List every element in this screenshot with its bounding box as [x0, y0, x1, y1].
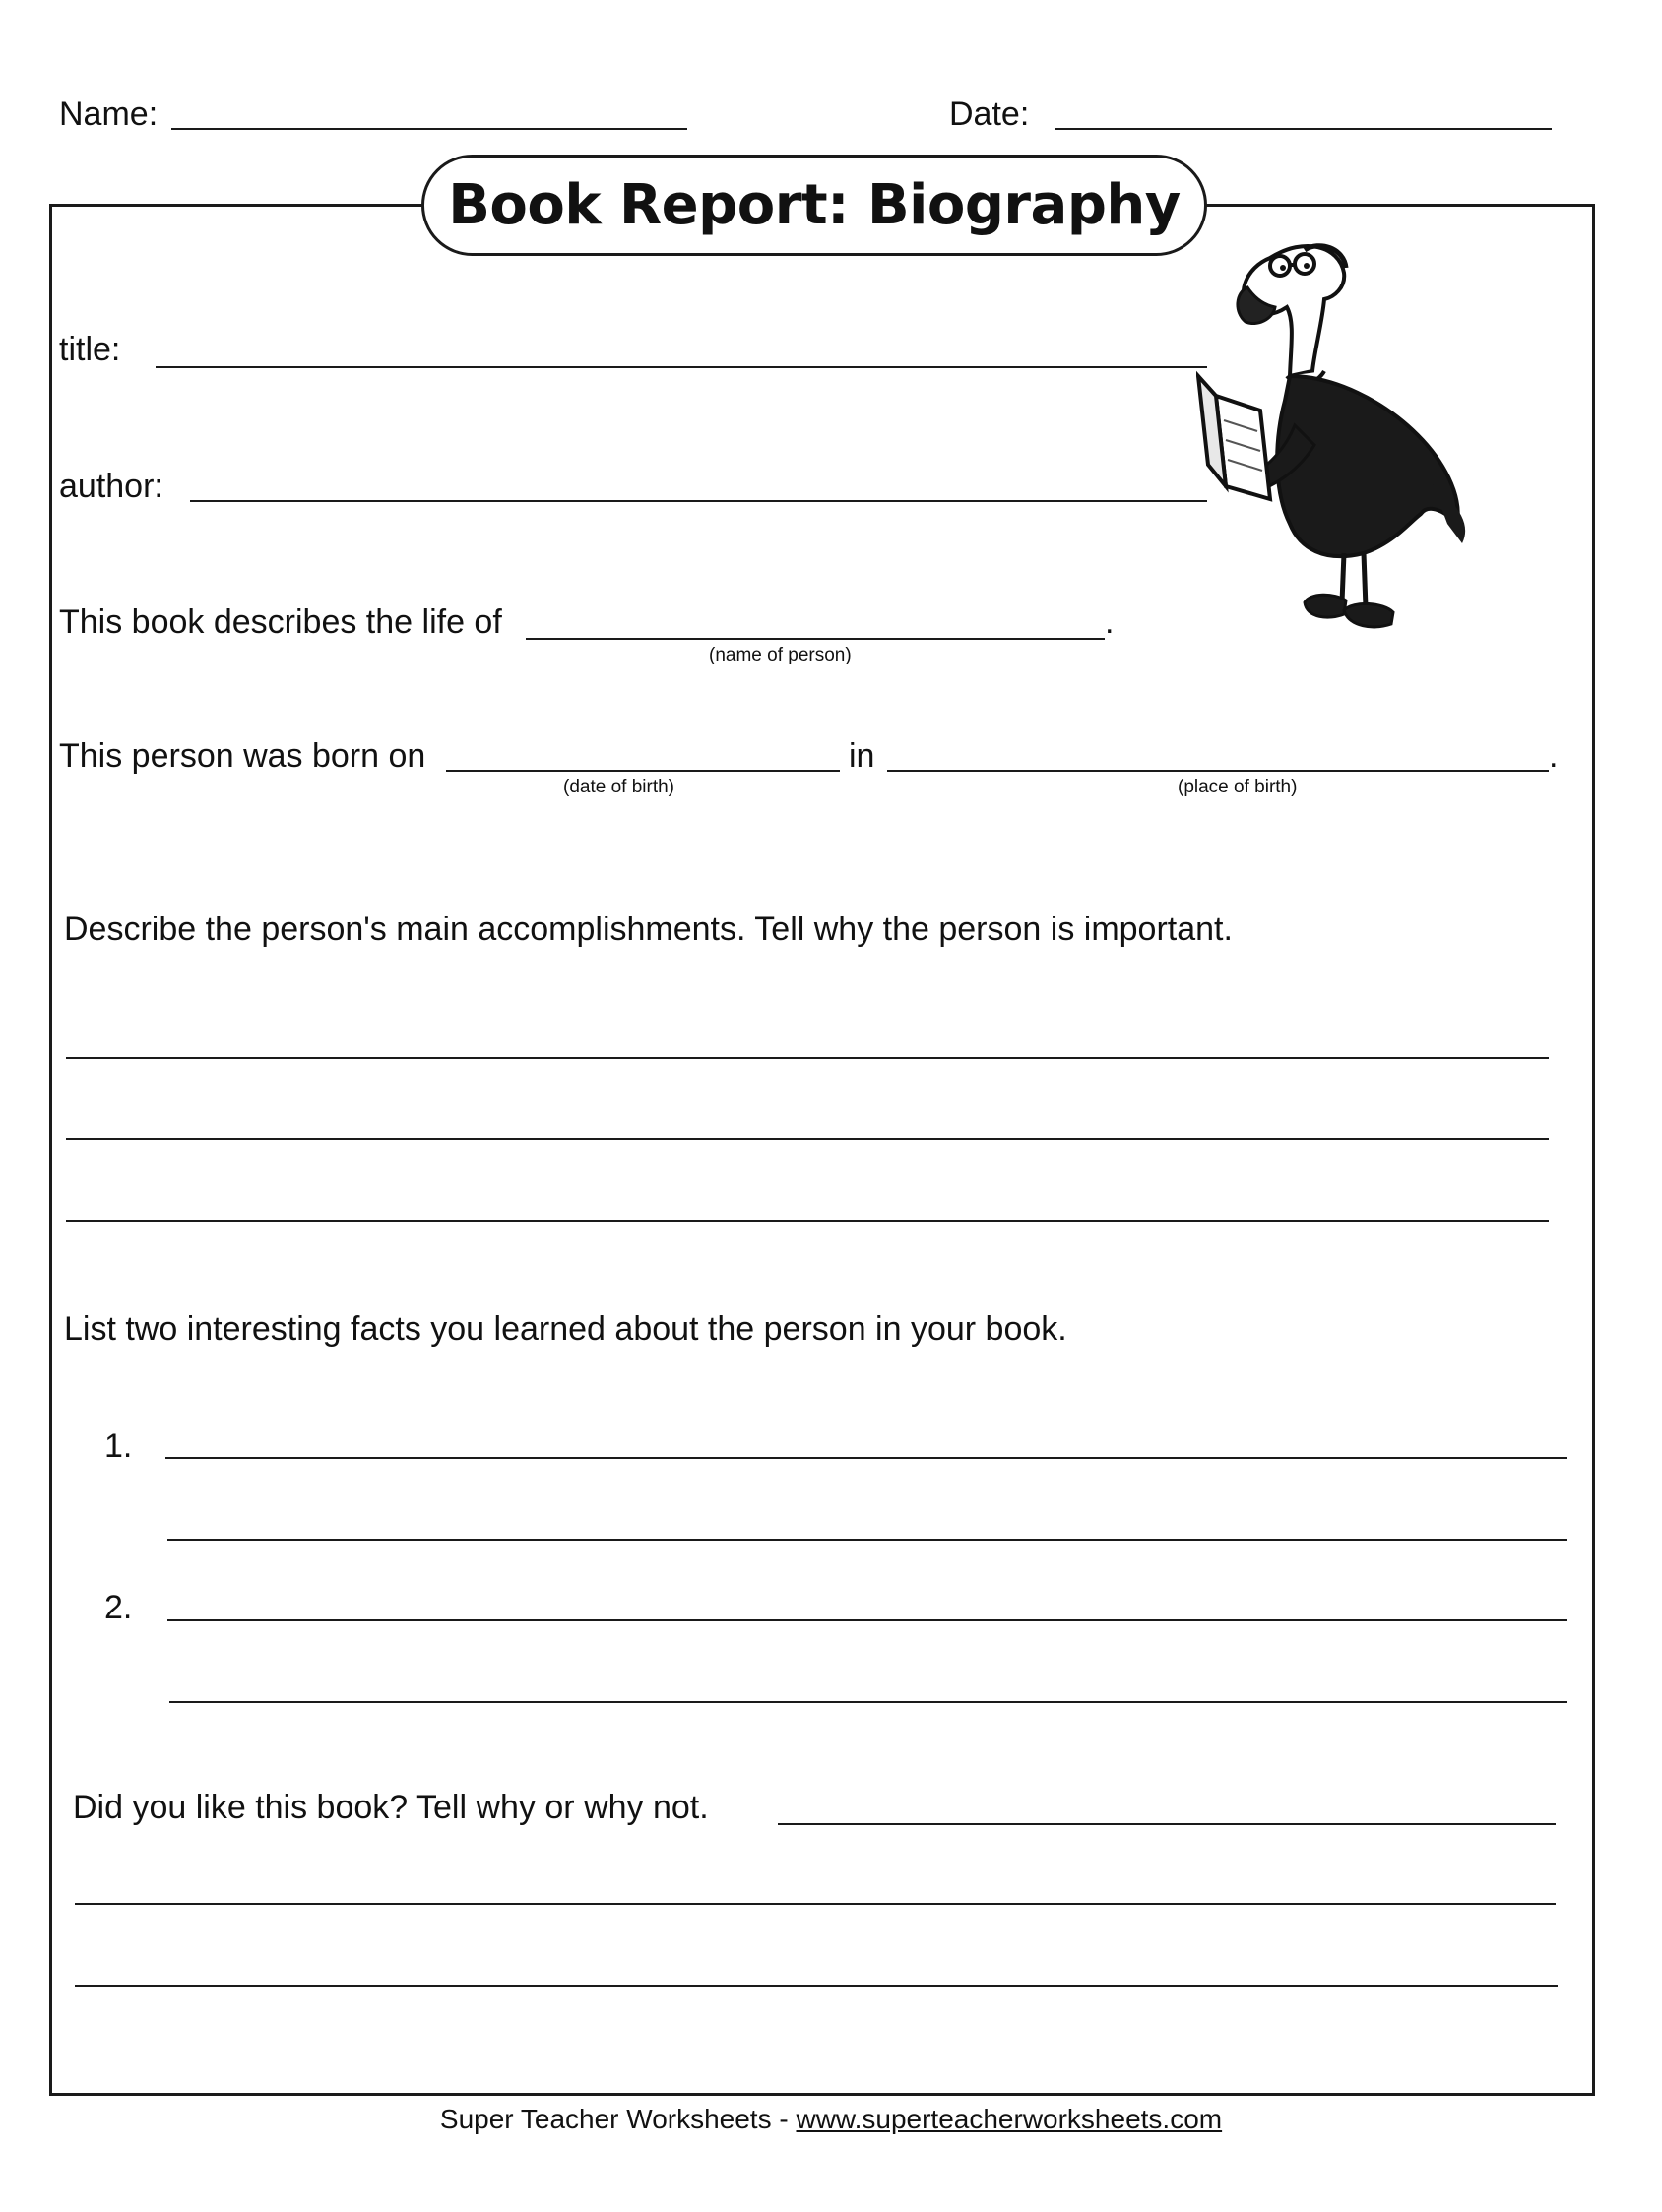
date-of-birth-caption: (date of birth)	[563, 777, 674, 797]
page-title: Book Report: Biography	[448, 173, 1181, 237]
life-of-input-line[interactable]	[526, 638, 1105, 640]
name-label: Name:	[59, 95, 159, 133]
accomplishments-line-3[interactable]	[66, 1220, 1549, 1222]
opinion-prompt: Did you like this book? Tell why or why not.	[73, 1789, 709, 1826]
opinion-line-3[interactable]	[75, 1985, 1558, 1987]
date-input-line[interactable]	[1055, 128, 1552, 130]
place-of-birth-input-line[interactable]	[887, 770, 1549, 772]
fact-1-number: 1.	[104, 1427, 133, 1465]
accomplishments-prompt: Describe the person's main accomplishments. Tell why the person is important.	[64, 911, 1233, 948]
footer-url-link[interactable]: www.superteacherworksheets.com	[796, 2104, 1223, 2134]
accomplishments-line-2[interactable]	[66, 1138, 1549, 1140]
fact-2-line-2[interactable]	[169, 1701, 1567, 1703]
date-label: Date:	[949, 95, 1030, 133]
date-of-birth-input-line[interactable]	[446, 770, 840, 772]
fact-2-line-1[interactable]	[167, 1619, 1567, 1621]
life-of-label: This book describes the life of	[59, 603, 502, 641]
title-banner	[421, 155, 1207, 256]
fact-1-line-2[interactable]	[167, 1539, 1567, 1541]
accomplishments-line-1[interactable]	[66, 1057, 1549, 1059]
opinion-line-1[interactable]	[778, 1823, 1556, 1825]
name-of-person-caption: (name of person)	[709, 645, 852, 665]
footer-brand: Super Teacher Worksheets -	[439, 2104, 797, 2134]
place-of-birth-caption: (place of birth)	[1178, 777, 1298, 797]
opinion-line-2[interactable]	[75, 1903, 1556, 1905]
author-input-line[interactable]	[190, 500, 1207, 502]
in-label: in	[849, 737, 875, 775]
author-label: author:	[59, 468, 163, 505]
reading-bird-icon	[1196, 228, 1561, 642]
fact-2-number: 2.	[104, 1589, 133, 1626]
life-of-period: .	[1105, 603, 1115, 641]
born-period: .	[1549, 737, 1559, 775]
title-input-line[interactable]	[156, 366, 1207, 368]
footer	[0, 2103, 1662, 2136]
fact-1-line-1[interactable]	[165, 1457, 1567, 1459]
born-on-label: This person was born on	[59, 737, 426, 775]
title-label: title:	[59, 331, 121, 368]
name-input-line[interactable]	[171, 128, 687, 130]
facts-prompt: List two interesting facts you learned about the person in your book.	[64, 1310, 1067, 1348]
